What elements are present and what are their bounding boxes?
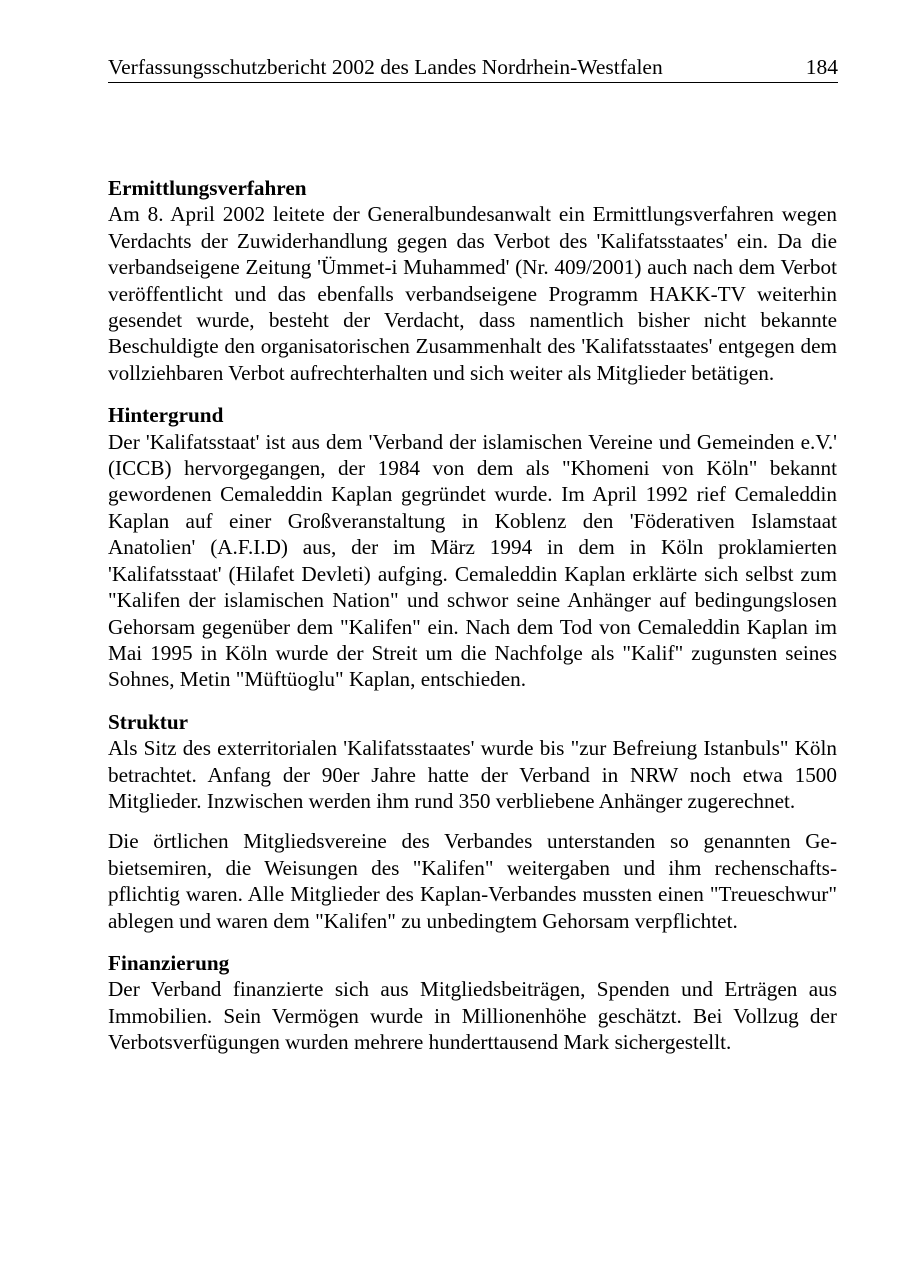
heading-ermittlungsverfahren: Ermittlungsverfahren bbox=[108, 176, 307, 200]
heading-struktur: Struktur bbox=[108, 709, 189, 734]
paragraph-struktur-1: Als Sitz des exterritorialen 'Kalifatsstaates' wurde bis "zur Befreiung Istanbuls" Köln betrachtet. Anfang der 90er Jahre hatte der Verband in NRW noch etwa 1500 Mitglieder. Inzwischen werden ihm rund 350 verbliebene Anhänger zugerechnet. bbox=[108, 736, 837, 813]
heading-hintergrund: Hintergrund bbox=[108, 403, 224, 428]
document-body bbox=[108, 175, 837, 1056]
paragraph-hintergrund: Der 'Kalifatsstaat' ist aus dem 'Verband der islamischen Vereine und Gemeinden e.V.' (ICCB) hervorgegangen, der 1984 von dem als "Khomeni von Köln" bekannt gewordenen Cemaleddin Kaplan gegründet wurde. Im April 1992 rief Cemaleddin Kaplan auf einer Großveranstaltung in Koblenz den 'Föderativen Islamstaat Anatolien' (A.F.I.D) aus, der im März 1994 in dem in Köln proklamierten 'Kalifatsstaat' (Hilafet Devleti) aufging. Cemaleddin Kaplan erklärte sich selbst zum "Kalifen der islamischen Nation" und schwor seine Anhänger auf bedingungslosen Gehorsam gegenüber dem "Kalifen" ein. Nach dem Tod von Cemaleddin Kaplan im Mai 1995 in Köln wurde der Streit um die Nachfolge als "Kalif" zugunsten seines Sohnes, Metin "Müftüoglu" Kaplan, entschieden. bbox=[108, 429, 837, 692]
paragraph-ermittlungsverfahren: Am 8. April 2002 leitete der Generalbundesanwalt ein Ermittlungsverfahren wegen Verdachts der Zuwiderhandlung gegen das Verbot des 'Kalifatsstaates' ein. Da die verbandseigene Zeitung 'Ümmet-i Muhammed' (Nr. 409/2001) auch nach dem Verbot veröffentlicht und das ebenfalls verbandseigene Programm HAKK-TV weiterhin gesendet wurde, besteht der Verdacht, dass namentlich bisher nicht bekannte Beschuldigte den organisatorischen Zusammenhalt des 'Kalifatsstaates' entgegen dem vollziehbaren Verbot aufrechterhalten und sich weiter als Mitglieder betätigen. bbox=[108, 202, 837, 385]
page-header bbox=[108, 52, 838, 83]
page-number: 184 bbox=[805, 55, 838, 79]
header-title: Verfassungsschutzbericht 2002 des Landes Nordrhein-Westfalen bbox=[108, 55, 663, 79]
heading-finanzierung: Finanzierung bbox=[108, 950, 230, 975]
paragraph-finanzierung: Der Verband finanzierte sich aus Mitgliedsbeiträgen, Spenden und Erträgen aus Immobilien. Sein Vermögen wurde in Millionenhöhe geschätzt. Bei Vollzug der Verbotsverfügungen wurden mehrere hunderttausend Mark sichergestellt. bbox=[108, 977, 837, 1055]
paragraph-struktur-2: Die örtlichen Mitgliedsvereine des Verbandes unterstanden so genannten Gebietsemiren, die Weisungen des "Kalifen" weitergaben und ihm rechenschaftspflichtig waren. Alle Mitglieder des Kaplan-Verbandes mussten einen "Treueschwur" ablegen und waren dem "Kalifen" zu unbedingtem Gehorsam verpflichtet. bbox=[108, 829, 837, 933]
